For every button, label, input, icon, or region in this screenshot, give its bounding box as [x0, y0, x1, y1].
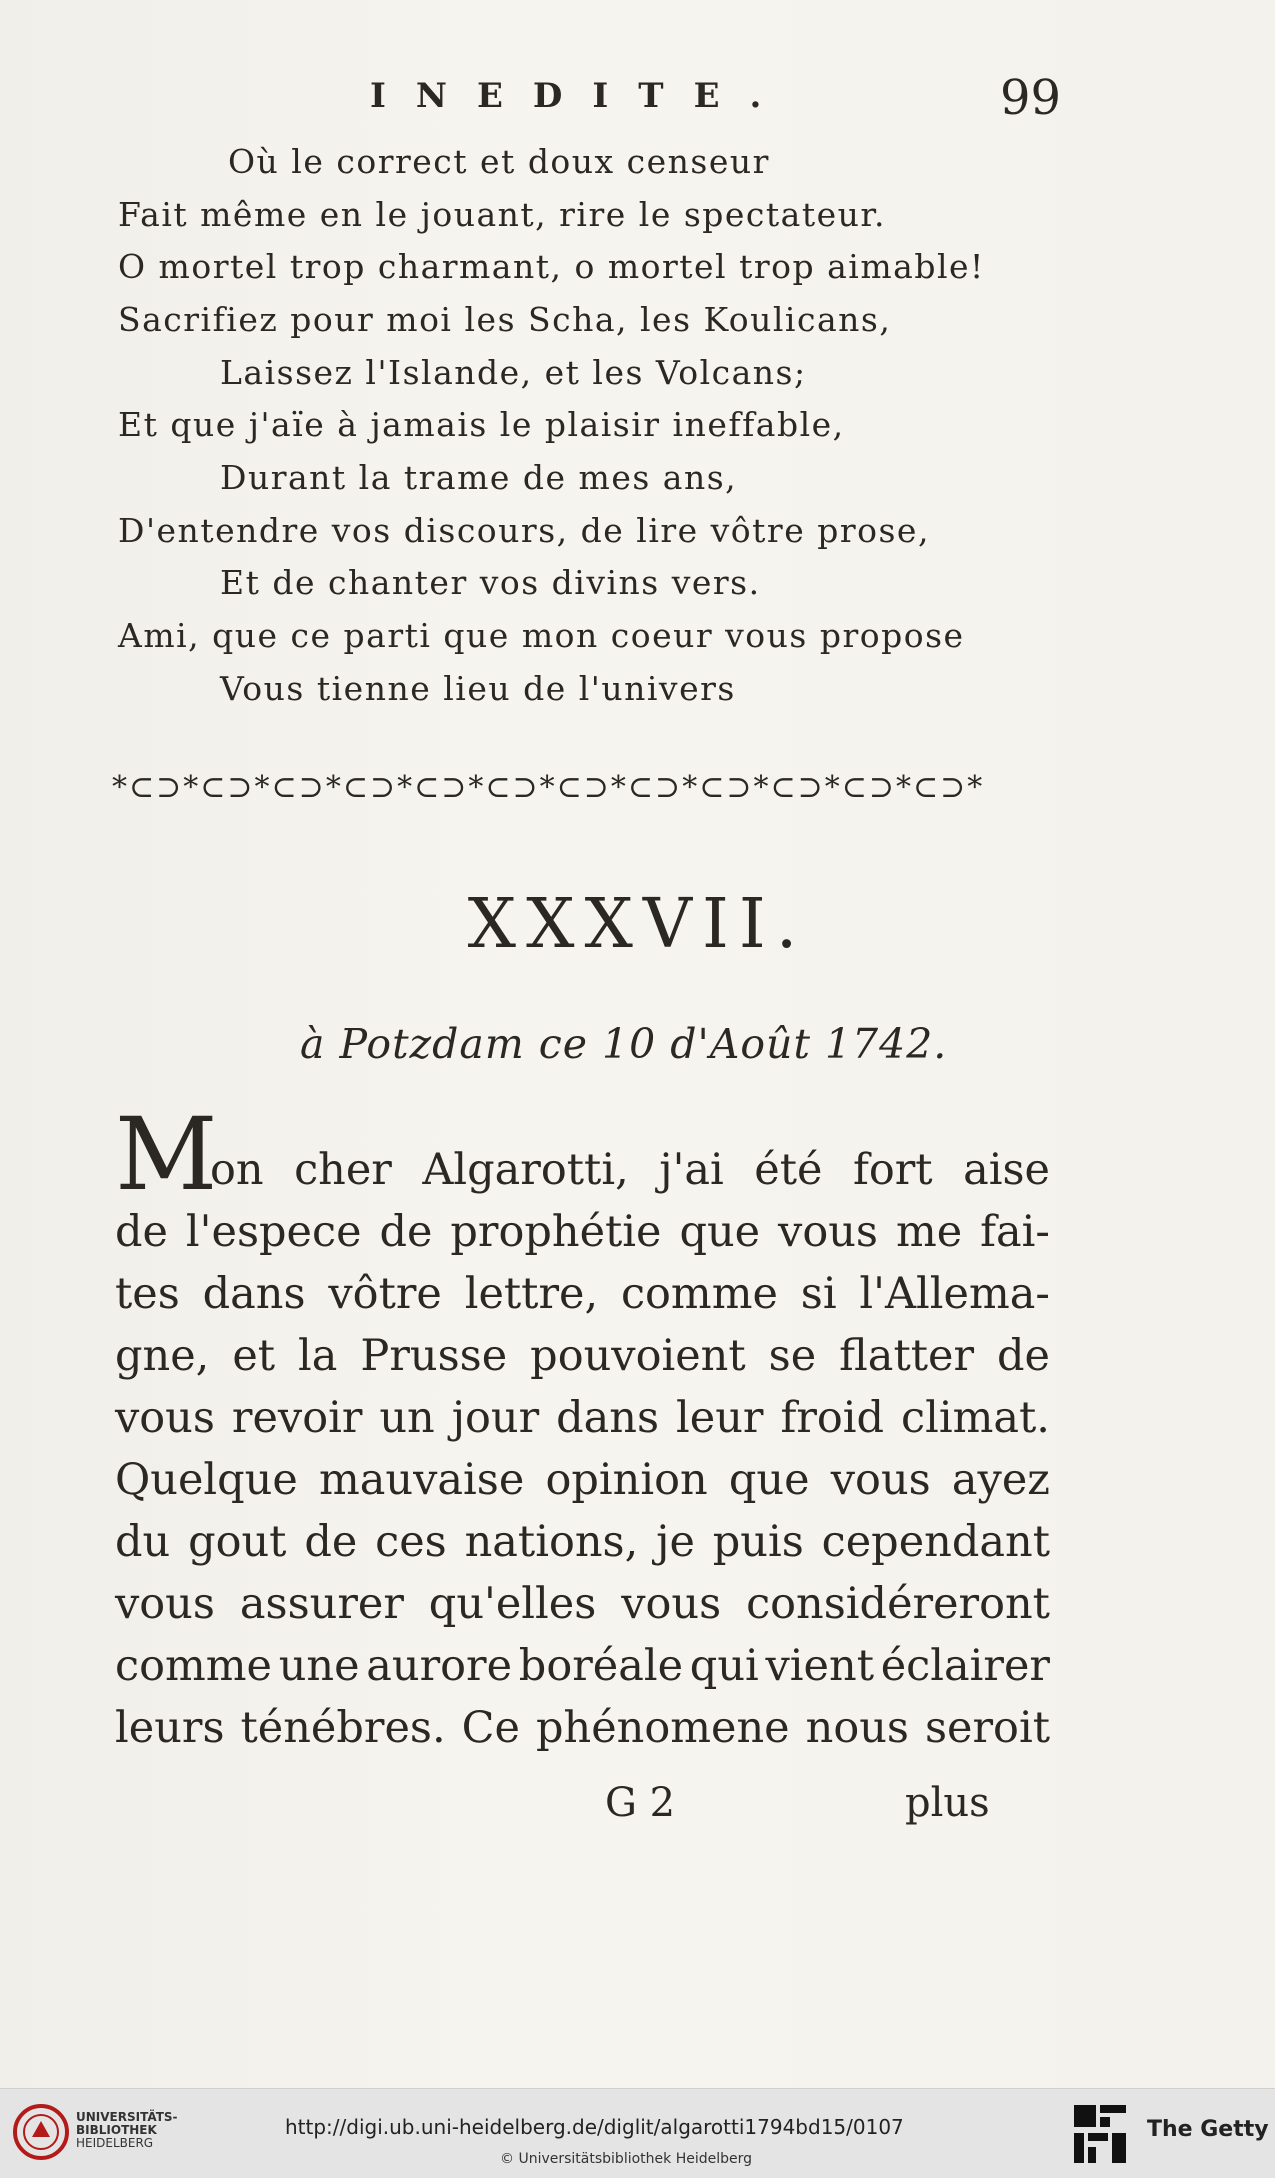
- word: été: [754, 1145, 823, 1195]
- word: j'ai: [659, 1145, 724, 1195]
- word: et: [232, 1331, 276, 1381]
- running-header: [370, 70, 1070, 140]
- word: éclairer: [880, 1641, 1050, 1691]
- verse-line: Laissez l'Islande, et les Volcans;: [220, 353, 807, 392]
- word: une: [278, 1641, 360, 1691]
- word: assurer: [239, 1579, 404, 1629]
- word: pouvoient: [530, 1331, 746, 1381]
- prose-line: [115, 1579, 1050, 1629]
- word: vôtre: [328, 1269, 442, 1319]
- university-library-seal-icon: [12, 2103, 70, 2161]
- verse-line: Où le correct et doux censeur: [228, 142, 770, 181]
- word: leurs: [115, 1703, 225, 1753]
- word: lettre,: [464, 1269, 599, 1319]
- prose-line: [115, 1455, 1050, 1505]
- viewer-footer: [0, 2088, 1275, 2178]
- word: du: [115, 1517, 171, 1567]
- word: puis: [712, 1517, 804, 1567]
- word: comme: [115, 1641, 272, 1691]
- word: vous: [621, 1579, 722, 1629]
- word: Ce: [461, 1703, 521, 1753]
- verse-line: Durant la trame de mes ans,: [220, 458, 738, 497]
- word: froid: [780, 1393, 885, 1443]
- word: aurore: [366, 1641, 513, 1691]
- prose-line: [115, 1641, 1050, 1691]
- word: mauvaise: [319, 1455, 525, 1505]
- prose-line: [115, 1269, 1050, 1319]
- word: ayez: [951, 1455, 1050, 1505]
- verse-line: Ami, que ce parti que mon coeur vous propose: [118, 616, 965, 655]
- word: fort: [852, 1145, 933, 1195]
- word: Prusse: [360, 1331, 508, 1381]
- word: vous: [115, 1579, 215, 1629]
- verse-line: Fait même en le jouant, rire le spectateur.: [118, 195, 887, 234]
- word: me: [895, 1207, 963, 1257]
- signature-mark: G 2: [605, 1780, 676, 1826]
- word: vous: [830, 1455, 931, 1505]
- word: si: [800, 1269, 837, 1319]
- word: flatter: [839, 1331, 975, 1381]
- word: de: [304, 1517, 358, 1567]
- word: de: [997, 1331, 1050, 1381]
- prose-line: [115, 1331, 1050, 1381]
- word: opinion: [545, 1455, 708, 1505]
- ornamental-divider: *⊂⊃*⊂⊃*⊂⊃*⊂⊃*⊂⊃*⊂⊃*⊂⊃*⊂⊃*⊂⊃*⊂⊃*⊂⊃*⊂⊃*: [112, 770, 985, 805]
- prose-line: [115, 1703, 1050, 1753]
- getty-logo-icon: [1072, 2103, 1128, 2165]
- word: la: [298, 1331, 338, 1381]
- word: vient: [765, 1641, 874, 1691]
- word: l'espece: [185, 1207, 362, 1257]
- word: leur: [676, 1393, 764, 1443]
- word: climat.: [901, 1393, 1050, 1443]
- word: Quelque: [115, 1455, 298, 1505]
- verse-line: D'entendre vos discours, de lire vôtre prose,: [118, 511, 930, 550]
- chapter-number: XXXVII.: [467, 885, 808, 964]
- word: aise: [963, 1145, 1050, 1195]
- word: gne,: [115, 1331, 210, 1381]
- letter-dateline: à Potzdam ce 10 d'Août 1742.: [300, 1020, 948, 1068]
- word: de: [115, 1207, 168, 1257]
- copyright-notice: © Universitätsbibliothek Heidelberg: [500, 2151, 753, 2167]
- word: qu'elles: [428, 1579, 597, 1629]
- word: considéreront: [746, 1579, 1050, 1629]
- getty-label: The Getty: [1147, 2117, 1269, 2142]
- word: seroit: [924, 1703, 1050, 1753]
- permalink-url[interactable]: http://digi.ub.uni-heidelberg.de/diglit/algarotti1794bd15/0107: [285, 2115, 904, 2139]
- word: que: [728, 1455, 810, 1505]
- word: dans: [556, 1393, 660, 1443]
- verse-line: Et de chanter vos divins vers.: [220, 563, 761, 602]
- word: phénomene: [536, 1703, 790, 1753]
- verse-line: Sacrifiez pour moi les Scha, les Koulicans,: [118, 300, 892, 339]
- word: on: [210, 1145, 264, 1195]
- prose-line: [210, 1145, 1050, 1195]
- word: que: [679, 1207, 761, 1257]
- catchword: plus: [905, 1780, 990, 1826]
- word: se: [768, 1331, 817, 1381]
- library-name: UNIVERSITÄTS- BIBLIOTHEK HEIDELBERG: [76, 2110, 178, 2150]
- word: jour: [451, 1393, 540, 1443]
- word: comme: [620, 1269, 778, 1319]
- drop-cap: M: [115, 1096, 218, 1213]
- word: prophétie: [450, 1207, 662, 1257]
- word: de: [379, 1207, 433, 1257]
- prose-line: [115, 1393, 1050, 1443]
- word: revoir: [231, 1393, 363, 1443]
- prose-line: [115, 1517, 1050, 1567]
- word: nations,: [464, 1517, 639, 1567]
- word: vous: [778, 1207, 878, 1257]
- word: un: [379, 1393, 435, 1443]
- word: cher: [294, 1145, 392, 1195]
- word: ces: [375, 1517, 447, 1567]
- word: cependant: [821, 1517, 1050, 1567]
- word: boréale: [518, 1641, 684, 1691]
- page-number: 99: [1000, 70, 1062, 126]
- word: ténébres.: [240, 1703, 446, 1753]
- verse-line: Et que j'aïe à jamais le plaisir ineffable,: [118, 405, 845, 444]
- running-title: INEDITE.: [370, 76, 792, 116]
- prose-line: [115, 1207, 1050, 1257]
- word: qui: [689, 1641, 759, 1691]
- word: l'Allema-: [859, 1269, 1050, 1319]
- verse-line: Vous tienne lieu de l'univers: [220, 669, 736, 708]
- word: fai-: [980, 1207, 1050, 1257]
- word: gout: [188, 1517, 287, 1567]
- word: je: [656, 1517, 695, 1567]
- word: tes: [115, 1269, 180, 1319]
- verse-line: O mortel trop charmant, o mortel trop aimable!: [118, 247, 985, 286]
- word: nous: [805, 1703, 909, 1753]
- word: vous: [115, 1393, 215, 1443]
- word: dans: [202, 1269, 306, 1319]
- word: Algarotti,: [422, 1145, 629, 1195]
